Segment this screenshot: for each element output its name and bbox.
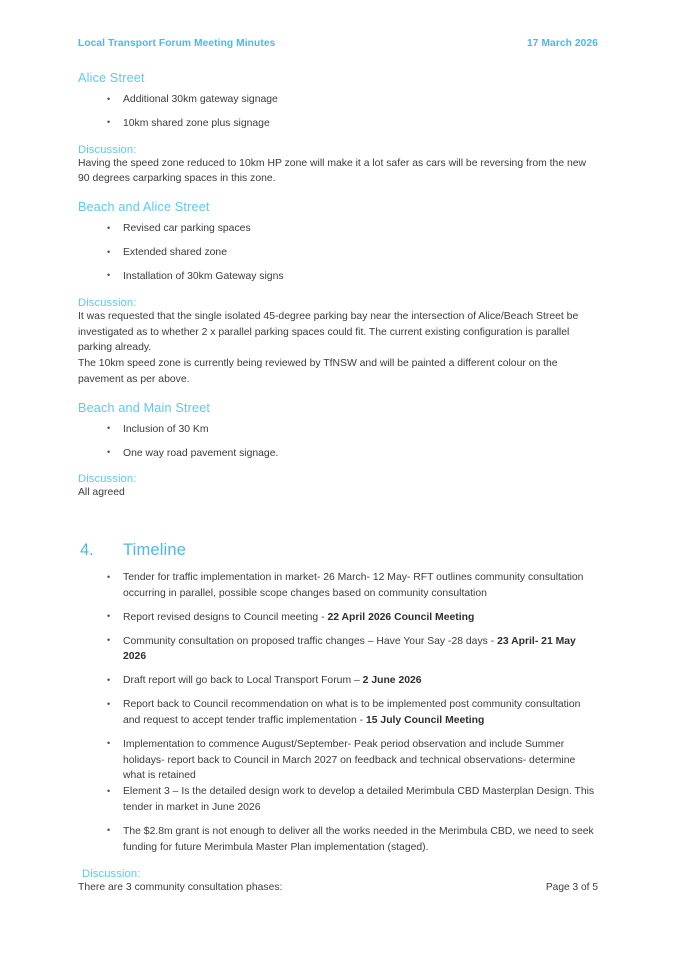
list-item: • Additional 30km gateway signage <box>78 92 598 108</box>
list-item: • One way road pavement signage. <box>78 446 598 462</box>
discussion-paragraph-beach-alice-1: It was requested that the single isolated 45-degree parking bay near the intersection of Alice/Beach Street be investigated as to whether 2 x parallel parking spaces could fit. The current existing configuration is parallel parking already. <box>78 310 579 354</box>
list-item: • Installation of 30km Gateway signs <box>78 269 598 285</box>
list-item-bold: 22 April 2026 Council Meeting <box>327 611 475 623</box>
discussion-label-beach-and-alice-street: Discussion: <box>78 296 137 309</box>
bullet-list-beach-and-alice-street <box>78 221 598 284</box>
list-item <box>78 673 598 689</box>
header-title: Local Transport Forum Meeting Minutes <box>78 38 276 49</box>
list-item <box>78 610 598 626</box>
list-item <box>78 824 598 856</box>
list-item <box>78 634 598 666</box>
list-item: • Revised car parking spaces <box>78 221 598 237</box>
section-heading-beach-and-alice-street: Beach and Alice Street <box>78 200 210 215</box>
document-header <box>78 0 598 49</box>
list-item-text: Element 3 – Is the detailed design work to develop a detailed Merimbula CBD Masterplan Design. This tender in market in June 2026 <box>123 786 595 813</box>
bullet-list-beach-and-main-street <box>78 422 598 462</box>
list-item: • Inclusion of 30 Km <box>78 422 598 438</box>
bullet-list-timeline <box>78 570 598 855</box>
list-item-text: Tender for traffic implementation in market- 26 March- 12 May- RFT outlines community consultation occurring in parallel, possible scope changes based on community consultation <box>123 572 584 599</box>
page-content <box>78 0 598 896</box>
page-number-label: Page 3 of 5 <box>545 882 598 893</box>
document-footer <box>78 882 598 893</box>
list-item-text: Draft report will go back to Local Transport Forum – <box>123 675 363 687</box>
list-item-text: Report revised designs to Council meeting - <box>123 611 328 623</box>
list-item <box>78 570 598 602</box>
list-item <box>78 697 598 729</box>
discussion-paragraph-timeline: There are 3 community consultation phases: <box>78 882 283 894</box>
section-timeline-heading <box>78 541 598 563</box>
bullet-list-alice-street <box>78 92 598 132</box>
list-item-text: Report back to Council recommendation on what is to be implemented post community consultation and request to accept tender traffic implementation - <box>123 699 581 726</box>
section-number: 4. <box>80 541 94 560</box>
section-heading-beach-and-main-street: Beach and Main Street <box>78 400 211 415</box>
discussion-paragraph-beach-alice-2: The 10km speed zone is currently being reviewed by TfNSW and will be painted a different colour on the pavement as per above. <box>78 358 558 385</box>
list-item-text: Implementation to commence August/September- Peak period observation and include Summer holidays- report back to Council in March 2027 on feedback and technical observations- determine what is retained <box>123 738 576 782</box>
discussion-label-alice-street: Discussion: <box>78 143 137 156</box>
discussion-paragraph-alice-street: Having the speed zone reduced to 10km HP zone will make it a lot safer as cars will be reversing from the new 90 degrees carparking spaces in this zone. <box>78 157 587 185</box>
list-item-bold: 15 July Council Meeting <box>365 714 485 726</box>
discussion-paragraph-beach-main: All agreed <box>78 487 125 499</box>
discussion-label-timeline: Discussion: <box>82 868 141 881</box>
list-item-bold: 23 April- 21 May 2026 <box>123 635 576 663</box>
list-item <box>78 784 598 816</box>
list-item: • Extended shared zone <box>78 245 598 261</box>
section-heading-alice-street: Alice Street <box>78 71 145 85</box>
list-item <box>78 737 598 784</box>
list-item: • 10km shared zone plus signage <box>78 116 598 132</box>
list-item-bold: 2 June 2026 <box>362 675 422 687</box>
header-date: 17 March 2026 <box>527 38 598 49</box>
section-title-timeline: Timeline <box>123 541 187 560</box>
discussion-label-beach-and-main-street: Discussion: <box>78 473 137 486</box>
list-item-text: Community consultation on proposed traffic changes – Have Your Say -28 days - <box>123 635 498 647</box>
list-item-text: The $2.8m grant is not enough to deliver all the works needed in the Merimbula CBD, we need to seek funding for future Merimbula Master Plan implementation (staged). <box>123 825 594 853</box>
